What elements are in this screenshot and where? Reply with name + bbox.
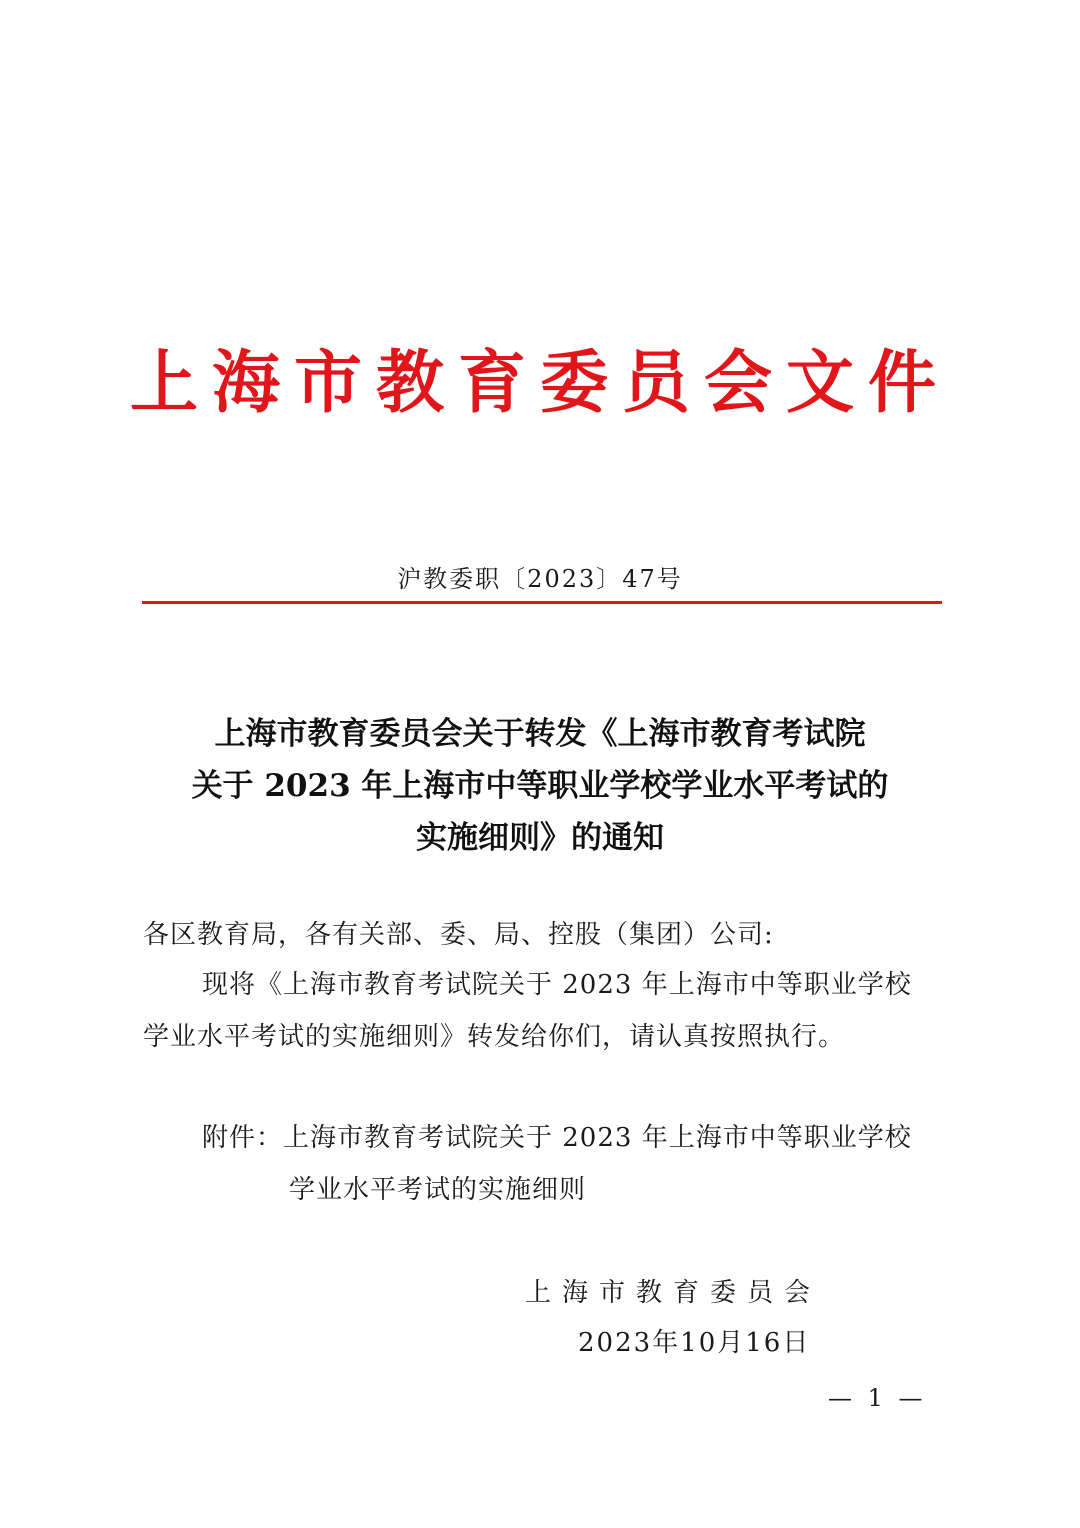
red-divider-line [142, 601, 942, 604]
attachment-line: 附件：上海市教育考试院关于 2023 年上海市中等职业学校 [202, 1123, 912, 1153]
page-number: — 1 — [828, 1384, 927, 1412]
body-paragraph-line: 学业水平考试的实施细则》转发给你们，请认真按照执行。 [143, 1022, 846, 1052]
notice-title [100, 708, 980, 864]
document-header-title: 上海市教育委员会文件 [129, 343, 950, 423]
attachment-line: 学业水平考试的实施细则 [289, 1175, 587, 1205]
issuer-signature: 上海市教育委员会 [525, 1278, 822, 1308]
body-paragraph-line: 现将《上海市教育考试院关于 2023 年上海市中等职业学校 [202, 970, 912, 1000]
notice-title-line: 上海市教育委员会关于转发《上海市教育考试院 [214, 716, 866, 752]
issue-date: 2023年10月16日 [578, 1328, 811, 1358]
notice-title-line: 关于 2023 年上海市中等职业学校学业水平考试的 [191, 768, 889, 804]
document-number: 沪教委职〔2023〕47号 [397, 565, 683, 593]
notice-title-line: 实施细则》的通知 [416, 820, 664, 856]
salutation: 各区教育局，各有关部、委、局、控股（集团）公司: [143, 920, 774, 950]
